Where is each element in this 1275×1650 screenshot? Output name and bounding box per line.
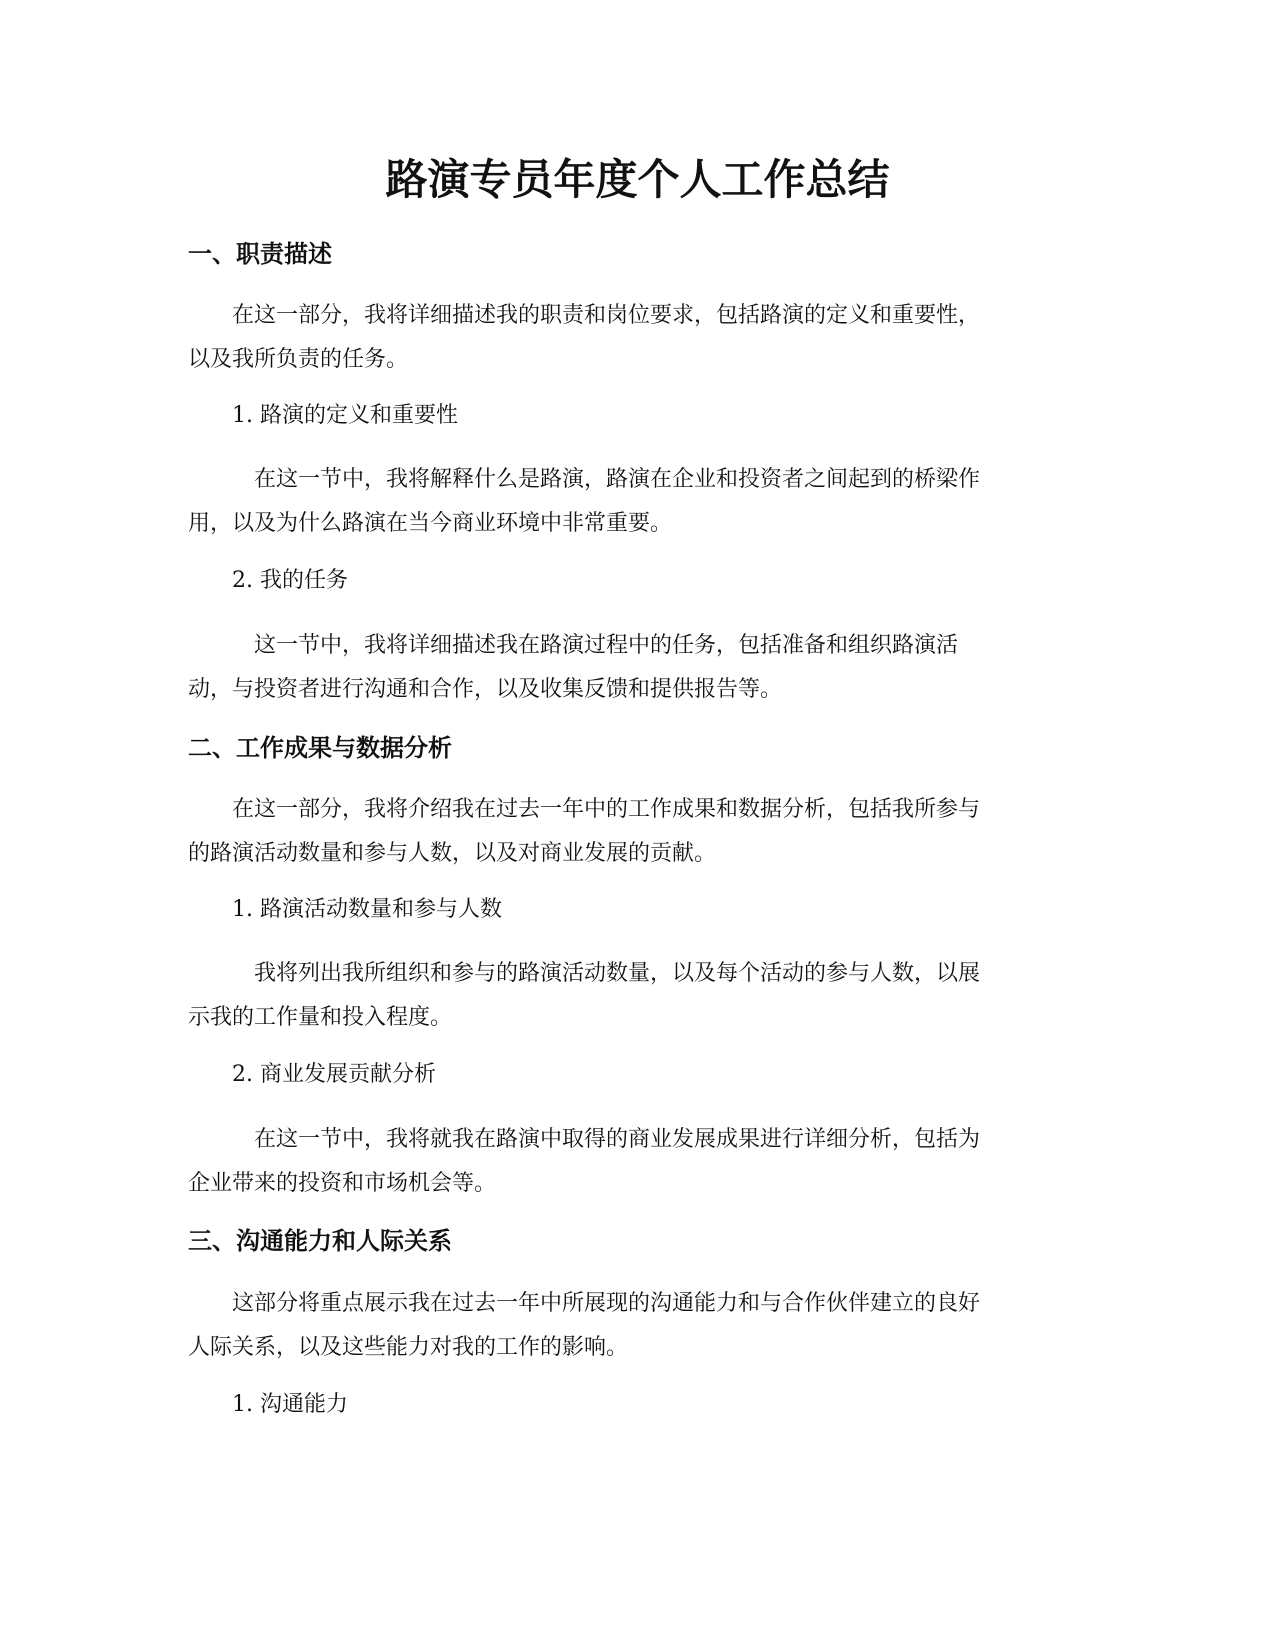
section1-intro-line2: 以及我所负责的任务。 [188, 347, 409, 372]
section1-item1-line2: 用，以及为什么路演在当今商业环境中非常重要。 [188, 511, 673, 536]
section1-item2-line2: 动，与投资者进行沟通和合作，以及收集反馈和提供报告等。 [188, 677, 783, 702]
section3-heading: 三、沟通能力和人际关系 [188, 1227, 452, 1255]
section2-intro-line1: 在这一部分，我将介绍我在过去一年中的工作成果和数据分析，包括我所参与 [232, 797, 981, 822]
section1-item2-body [188, 624, 1088, 712]
section2-heading: 二、工作成果与数据分析 [188, 734, 452, 762]
section3-intro-line1: 这部分将重点展示我在过去一年中所展现的沟通能力和与合作伙伴建立的良好 [232, 1291, 981, 1316]
section3-intro [188, 1282, 1088, 1370]
section1-heading: 一、职责描述 [188, 240, 332, 268]
section1-item2-line1: 这一节中，我将详细描述我在路演过程中的任务，包括准备和组织路演活 [254, 633, 959, 658]
section1-item1-title: 1. 路演的定义和重要性 [232, 403, 458, 428]
section2-item1-title: 1. 路演活动数量和参与人数 [232, 897, 502, 922]
section2-item2-line1: 在这一节中，我将就我在路演中取得的商业发展成果进行详细分析，包括为 [254, 1127, 981, 1152]
section2-item2-body [188, 1118, 1088, 1206]
section1-intro-line1: 在这一部分，我将详细描述我的职责和岗位要求，包括路演的定义和重要性， [232, 303, 981, 328]
section1-intro [188, 294, 1088, 382]
section3-item1-title: 1. 沟通能力 [232, 1392, 348, 1417]
section2-item2-line2: 企业带来的投资和市场机会等。 [188, 1171, 497, 1196]
section1-item2-title: 2. 我的任务 [232, 568, 348, 593]
section2-item1-body [188, 952, 1088, 1040]
section3-intro-line2: 人际关系，以及这些能力对我的工作的影响。 [188, 1335, 629, 1360]
section2-intro-line2: 的路演活动数量和参与人数，以及对商业发展的贡献。 [188, 841, 717, 866]
section2-item1-line1: 我将列出我所组织和参与的路演活动数量，以及每个活动的参与人数，以展 [254, 961, 981, 986]
section1-item1-line1: 在这一节中，我将解释什么是路演，路演在企业和投资者之间起到的桥梁作 [254, 467, 981, 492]
section1-item1-body [188, 458, 1088, 546]
section2-intro [188, 788, 1088, 876]
section2-item2-title: 2. 商业发展贡献分析 [232, 1062, 436, 1087]
document-title: 路演专员年度个人工作总结 [385, 155, 890, 204]
section2-item1-line2: 示我的工作量和投入程度。 [188, 1005, 453, 1030]
